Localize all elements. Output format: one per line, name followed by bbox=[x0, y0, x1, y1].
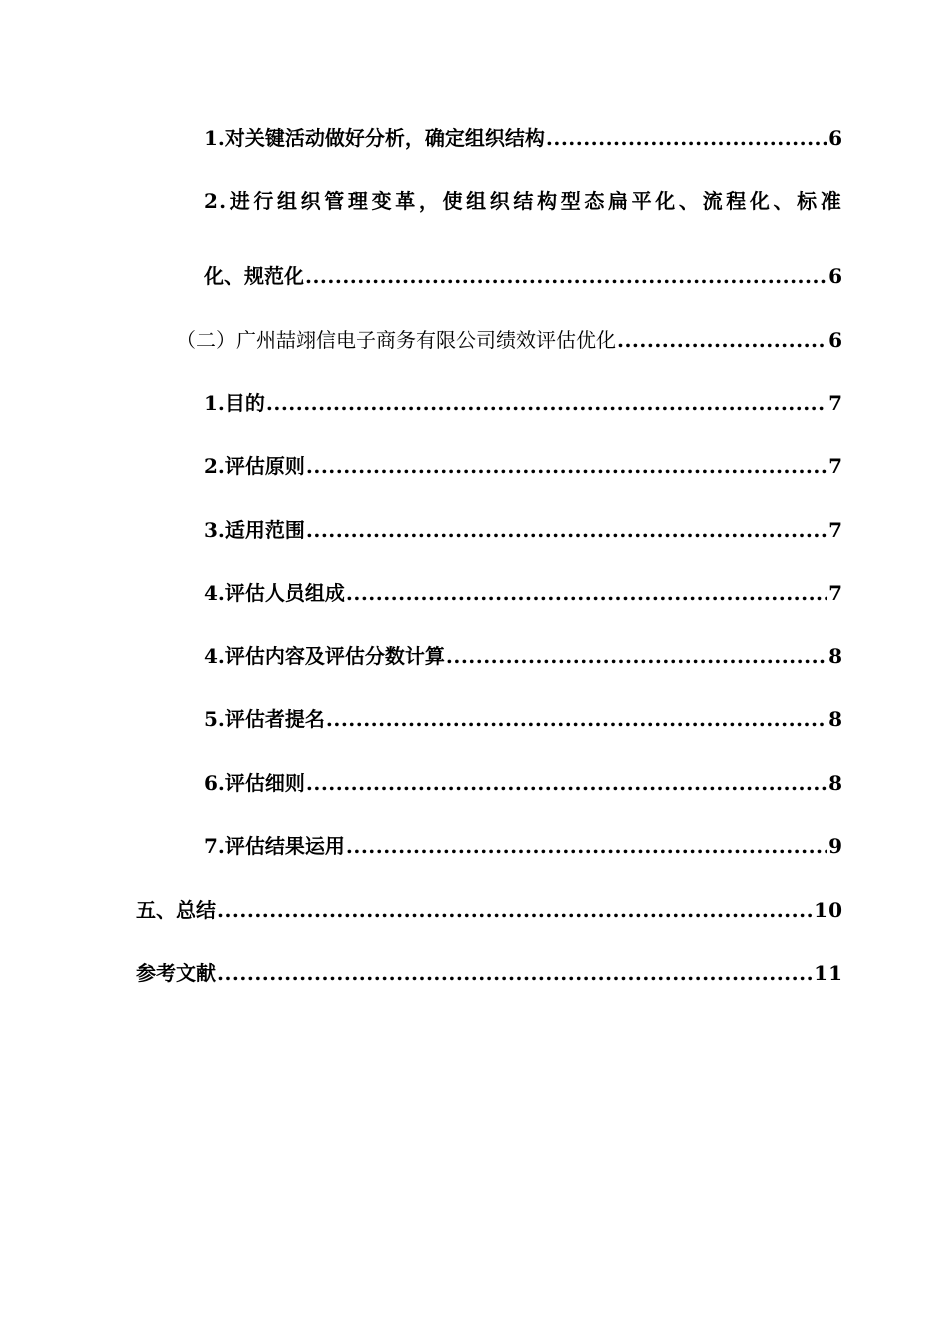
toc-leader-dots bbox=[217, 896, 813, 924]
toc-entry-page: 8 bbox=[828, 771, 842, 795]
toc-entry-label: 3.适用范围 bbox=[204, 518, 305, 542]
toc-entry[interactable] bbox=[204, 642, 842, 670]
toc-leader-dots bbox=[305, 262, 827, 290]
toc-entry-label: 化、规范化 bbox=[204, 264, 304, 288]
toc-entry[interactable] bbox=[204, 769, 842, 797]
toc-entry-label: 五、总结 bbox=[136, 898, 216, 922]
toc-leader-dots bbox=[306, 769, 827, 797]
toc-entry[interactable] bbox=[204, 124, 842, 152]
toc-entry-page: 9 bbox=[828, 834, 842, 858]
toc-entry[interactable] bbox=[136, 896, 842, 924]
toc-leader-dots bbox=[346, 832, 827, 860]
toc-entry-label: 1.目的 bbox=[204, 391, 265, 415]
toc-entry-page: 11 bbox=[814, 961, 842, 985]
toc-leader-dots bbox=[446, 642, 827, 670]
toc-entry[interactable] bbox=[204, 705, 842, 733]
toc-entry-page: 6 bbox=[828, 264, 842, 288]
toc-entry-label: 5.评估者提名 bbox=[204, 707, 325, 731]
toc-entry-label: 4.评估内容及评估分数计算 bbox=[204, 644, 445, 668]
toc-entry[interactable] bbox=[204, 516, 842, 544]
toc-entry[interactable] bbox=[176, 326, 842, 354]
toc-entry-label: 2.评估原则 bbox=[204, 454, 305, 478]
toc-entry-label: 6.评估细则 bbox=[204, 771, 305, 795]
toc-entry[interactable] bbox=[204, 579, 842, 607]
toc-entry-page: 7 bbox=[828, 518, 842, 542]
toc-leader-dots bbox=[546, 124, 827, 152]
toc-entry[interactable] bbox=[204, 452, 842, 480]
toc-entry-label: 1.对关键活动做好分析，确定组织结构 bbox=[204, 126, 545, 150]
toc-leader-dots bbox=[266, 389, 827, 417]
toc-entry-page: 7 bbox=[828, 454, 842, 478]
toc-entry-label: 4.评估人员组成 bbox=[204, 581, 345, 605]
toc-entry-label: 参考文献 bbox=[136, 961, 216, 985]
toc-leader-dots bbox=[306, 452, 827, 480]
toc-entry-page: 6 bbox=[828, 328, 842, 352]
toc-entry-page: 10 bbox=[814, 898, 842, 922]
toc-entry[interactable] bbox=[204, 832, 842, 860]
toc-entry-page: 8 bbox=[828, 707, 842, 731]
toc-leader-dots bbox=[346, 579, 827, 607]
toc-entry-label: （二）广州喆翊信电子商务有限公司绩效评估优化 bbox=[176, 328, 616, 352]
toc-entry[interactable] bbox=[204, 389, 842, 417]
toc-entry-label: 7.评估结果运用 bbox=[204, 834, 345, 858]
toc-leader-dots bbox=[326, 705, 827, 733]
toc-leader-dots bbox=[217, 959, 813, 987]
toc-entry-page: 7 bbox=[828, 581, 842, 605]
toc-entry-page: 6 bbox=[828, 126, 842, 150]
toc-entry-page: 8 bbox=[828, 644, 842, 668]
toc-leader-dots bbox=[617, 326, 827, 354]
toc-leader-dots bbox=[306, 516, 827, 544]
toc-entry-page: 7 bbox=[828, 391, 842, 415]
toc-entry-wrapped-line[interactable]: 2.进行组织管理变革，使组织结构型态扁平化、流程化、标准 bbox=[204, 189, 842, 213]
toc-entry[interactable] bbox=[204, 262, 842, 290]
toc-entry[interactable] bbox=[136, 959, 842, 987]
